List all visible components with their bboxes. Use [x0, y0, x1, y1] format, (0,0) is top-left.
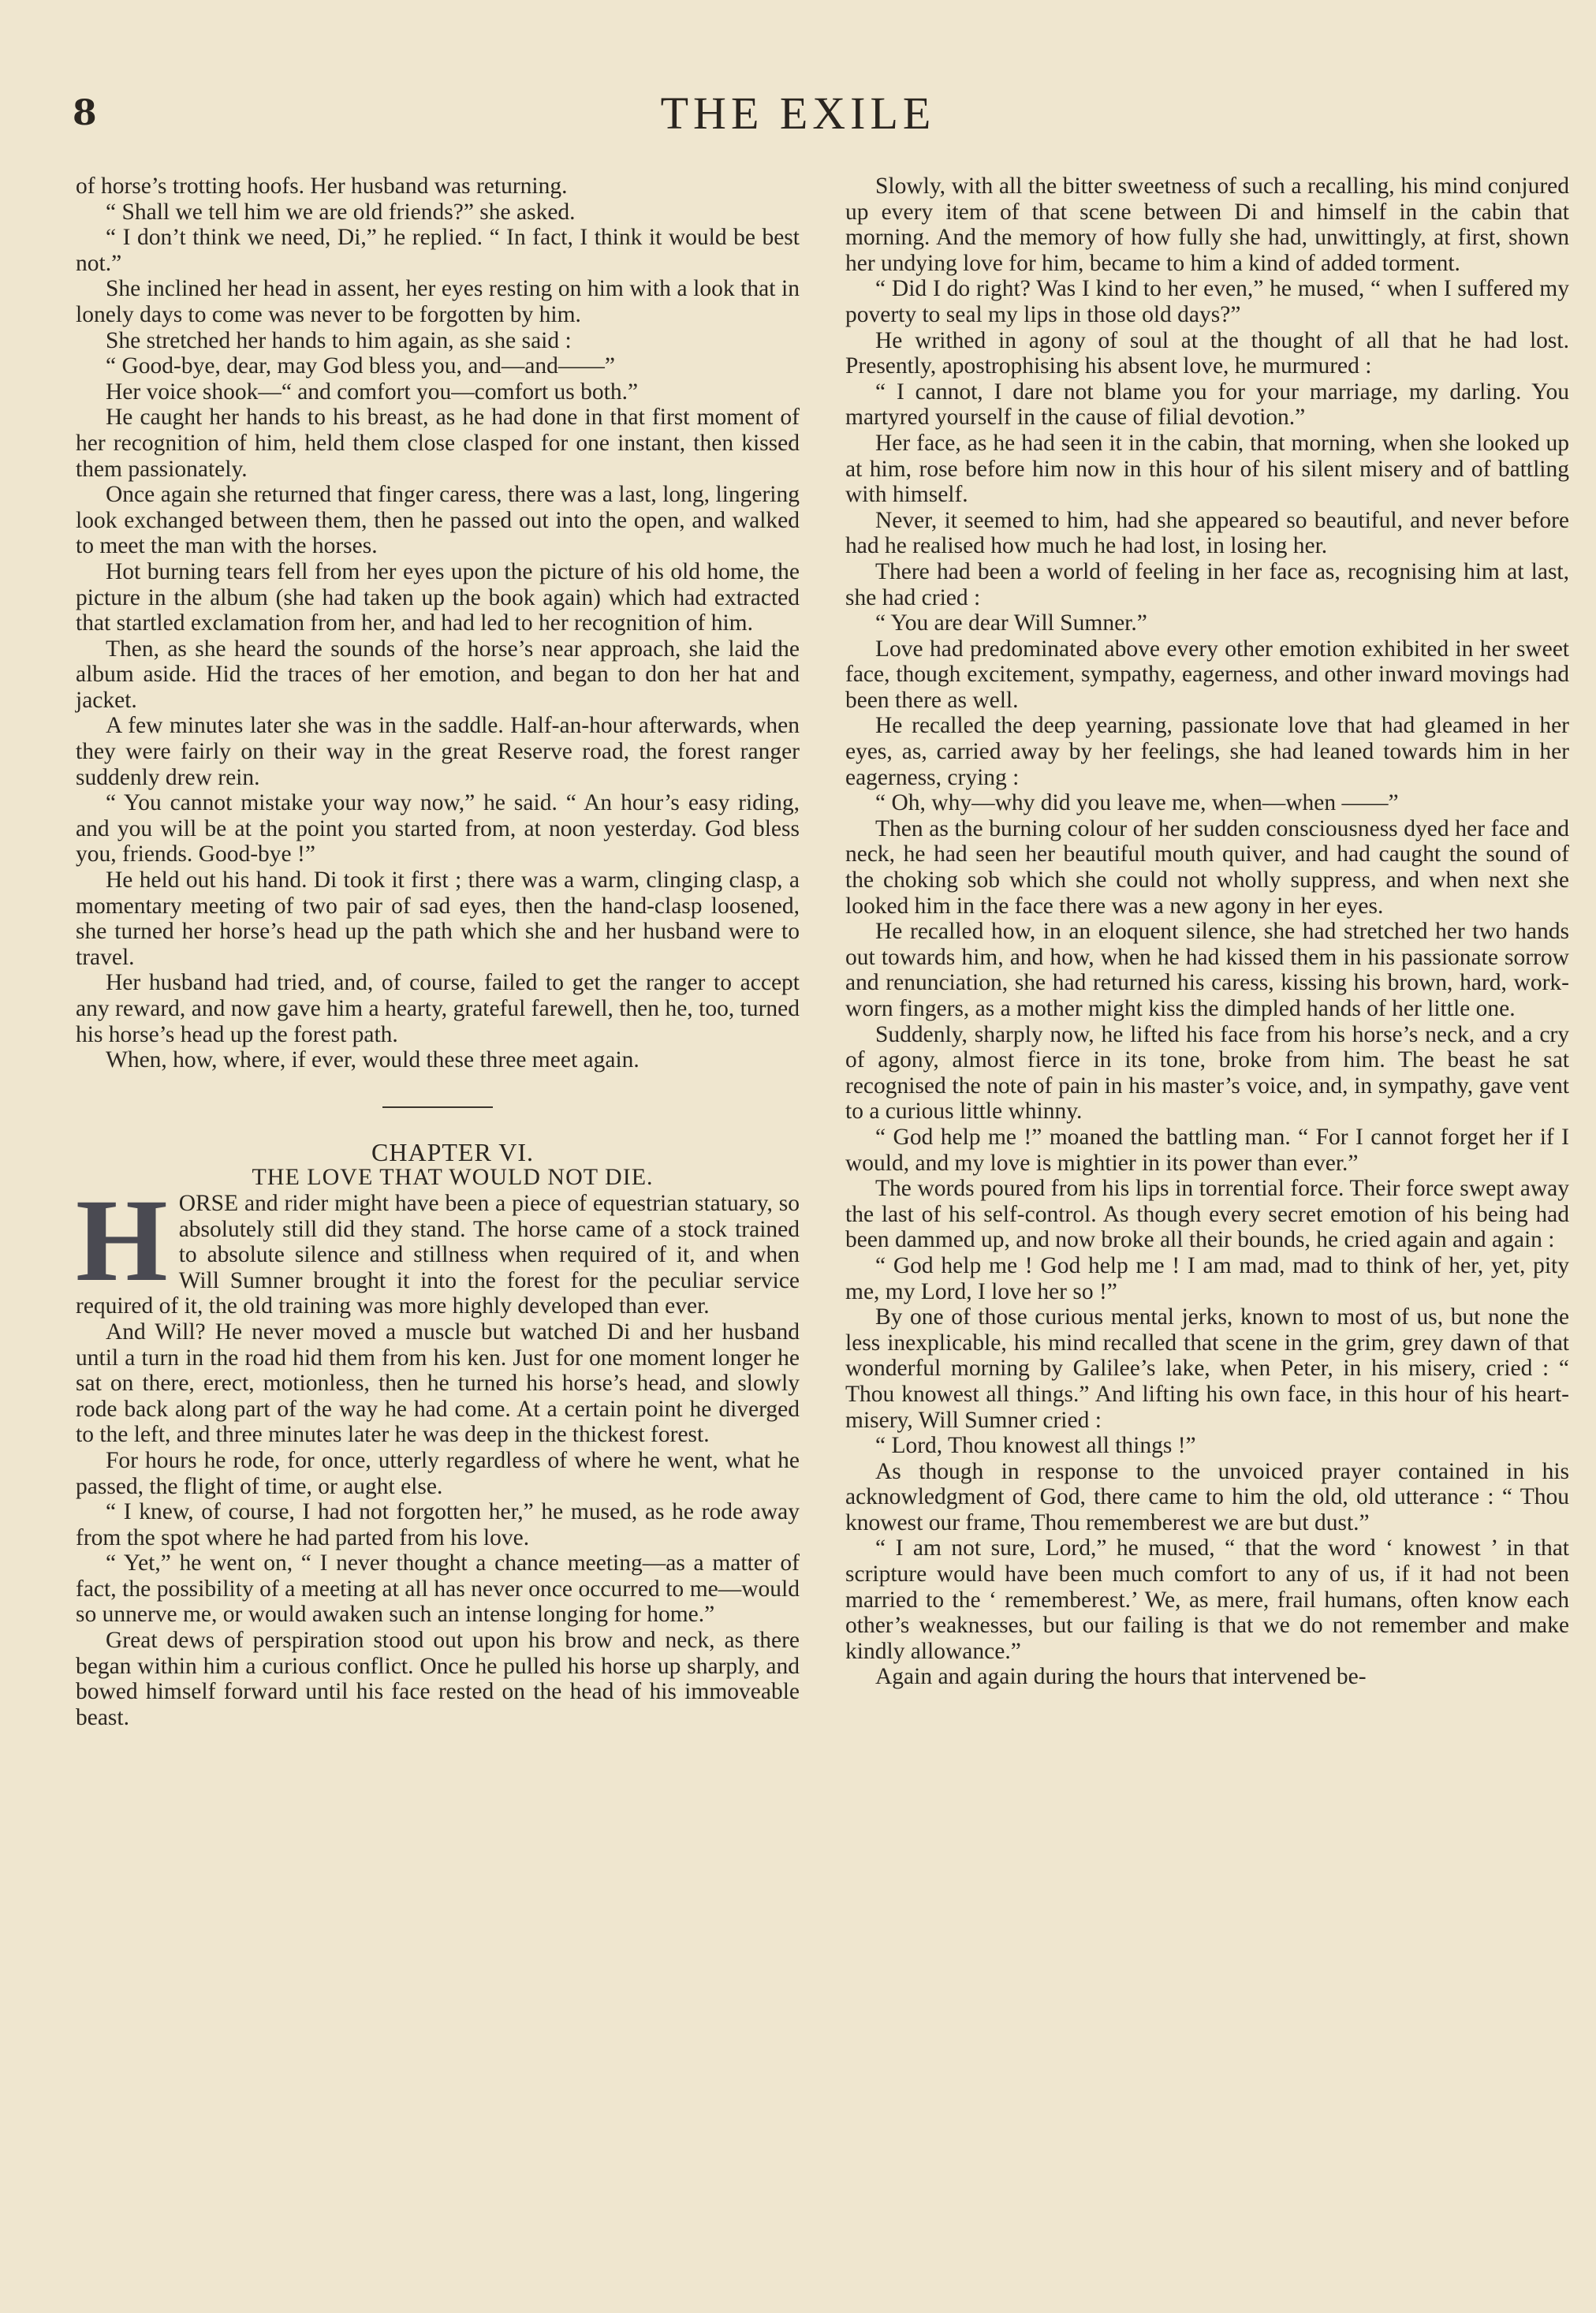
paragraph: As though in response to the unvoiced prayer contained in his acknowledgment of God, there came to him the old, old utterance : “ Thou knowest our frame, Thou rememberest we are but dust.” [845, 1458, 1569, 1535]
paragraph: He recalled the deep yearning, passionate love that had gleamed in her eyes, as, carried away by her feelings, she had leaned towards him in her eagerness, crying : [845, 713, 1569, 790]
paragraph: He recalled how, in an eloquent silence, she had stretched her two hands out towards him, and how, when he had kissed them in his passionate sorrow and renunciation, she had returned his caress, kissing his brown, hard, work-worn fingers, as a mother might kiss the dimpled hands of her little one. [845, 919, 1569, 1021]
paragraph: By one of those curious mental jerks, known to most of us, but none the less inexplicable, his mind recalled that scene in the grim, grey dawn of that wonderful morning by Galilee’s lake, when Peter, in his misery, cried : “ Thou knowest all things.” And lifting his own face, in this hour of his heart-misery, Will Sumner cried : [845, 1304, 1569, 1433]
paragraph: “ I cannot, I dare not blame you for your marriage, my darling. You martyred yourself in the cause of filial devotion.” [845, 379, 1569, 431]
paragraph: “ Shall we tell him we are old friends?” she asked. [106, 199, 576, 225]
paragraph: She stretched her hands to him again, as she said : [106, 327, 572, 353]
right-column [845, 173, 1569, 1690]
paragraph: And Will? He never moved a muscle but watched Di and her husband until a turn in the road hid them from his ken. Just for one moment longer he sat on there, erect, motionless, then he turned his horse’s head, and slowly rode back along part of the way he had come. At a certain point he diverged to the left, and three minutes later he was deep in the thickest forest. [76, 1319, 800, 1448]
paragraph: Slowly, with all the bitter sweetness of such a recalling, his mind conjured up every item of that scene between Di and himself in the cabin that morning. And the memory of how fully she had, unwittingly, at first, shown her undying love for him, became to him a kind of added torment. [845, 173, 1569, 276]
paragraph: “ You cannot mistake your way now,” he said. “ An hour’s easy riding, and you will be at the point you started from, at noon yesterday. God bless you, friends. Good-bye !” [76, 790, 800, 867]
paragraph: Her voice shook—“ and comfort you—comfort us both.” [106, 379, 639, 405]
dropcap-paragraph-text: ORSE and rider might have been a piece of equestrian statuary, so absolutely still did they stand. The horse came of a stock trained to absolute silence and stillness when required of it, and when Will Sumner brought it into the forest for the peculiar service required of it, the old training was more highly developed than ever. [76, 1190, 800, 1319]
paragraph: Her husband had tried, and, of course, failed to get the ranger to accept any reward, and now gave him a hearty, grateful farewell, then he, too, turned his horse’s head up the forest path. [76, 970, 800, 1047]
paragraph: Great dews of perspiration stood out upon his brow and neck, as there began within him a curious conflict. Once he pulled his horse up sharply, and bowed himself forward until his face rested on the head of his immoveable beast. [76, 1628, 800, 1730]
drop-cap-letter: H [76, 1174, 168, 1306]
paragraph: He held out his hand. Di took it first ; there was a warm, clinging clasp, a momentary meeting of two pair of sad eyes, then the hand-clasp loosened, she turned her horse’s head up the path which she and her husband were to travel. [76, 867, 800, 970]
paragraph: He writhed in agony of soul at the thought of all that he had lost. Presently, apostrophising his absent love, he murmured : [845, 327, 1569, 379]
paragraph: Again and again during the hours that intervened be- [875, 1664, 1367, 1690]
paragraph: “ Oh, why—why did you leave me, when—when ——” [875, 790, 1399, 816]
chapter-number: CHAPTER VI. [371, 1137, 534, 1166]
paragraph: When, how, where, if ever, would these three meet again. [106, 1047, 640, 1073]
paragraph: Then, as she heard the sounds of the horse’s near approach, she laid the album aside. Hid the traces of her emotion, and began to don her hat and jacket. [76, 636, 800, 713]
paragraph: He caught her hands to his breast, as he had done in that first moment of her recognition of him, held them close clasped for one instant, then kissed them passionately. [76, 405, 800, 482]
section-divider [382, 1106, 493, 1108]
paragraph: She inclined her head in assent, her eyes resting on him with a look that in lonely days to come was never to be forgotten by him. [76, 276, 800, 327]
paragraph: Her face, as he had seen it in the cabin, that morning, when she looked up at him, rose before him now in this hour of his silent misery and of battling with himself. [845, 430, 1569, 508]
paragraph: “ God help me !” moaned the battling man. “ For I cannot forget her if I would, and my love is mightier in its power than ever.” [845, 1124, 1569, 1176]
page-number: 8 [73, 93, 97, 133]
left-column [76, 173, 800, 1730]
paragraph: “ God help me ! God help me ! I am mad, mad to think of her, yet, pity me, my Lord, I love her so !” [845, 1252, 1569, 1304]
paragraph: The words poured from his lips in torrential force. Their force swept away the last of his self-control. As though every secret emotion of his being had been dammed up, and now broke all their bounds, he cried again and again : [845, 1176, 1569, 1253]
paragraph: “ I knew, of course, I had not forgotten her,” he mused, as he rode away from the spot where he had parted from his love. [76, 1499, 800, 1550]
paragraph: “ You are dear Will Sumner.” [875, 610, 1147, 636]
paragraph: Suddenly, sharply now, he lifted his face from his horse’s neck, and a cry of agony, almost fierce in its tone, broke from him. The beast he sat recognised the note of pain in his master’s voice, and, in sympathy, gave vent to a curious little whinny. [845, 1021, 1569, 1125]
running-title: THE EXILE [660, 88, 936, 139]
paragraph: A few minutes later she was in the saddle. Half-an-hour afterwards, when they were fairly on their way in the great Reserve road, the forest ranger suddenly drew rein. [76, 713, 800, 790]
paragraph: “ Good-bye, dear, may God bless you, and—and——” [106, 353, 616, 379]
chapter-title: THE LOVE THAT WOULD NOT DIE. [252, 1164, 654, 1191]
paragraph: “ I don’t think we need, Di,” he replied. “ In fact, I think it would be best not.” [76, 225, 800, 276]
paragraph: “ Did I do right? Was I kind to her even,” he mused, “ when I suffered my poverty to seal my lips in those old days?” [845, 276, 1569, 327]
paragraph: Hot burning tears fell from her eyes upon the picture of his old home, the picture in the album (she had taken up the book again) which had extracted that startled exclamation from her, and had led to her recognition of him. [76, 558, 800, 636]
paragraph: For hours he rode, for once, utterly regardless of where he went, what he passed, the flight of time, or aught else. [76, 1447, 800, 1499]
paragraph: Never, it seemed to him, had she appeared so beautiful, and never before had he realised how much he had lost, in losing her. [845, 507, 1569, 559]
paragraph: There had been a world of feeling in her face as, recognising him at last, she had cried : [845, 558, 1569, 610]
paragraph: “ Yet,” he went on, “ I never thought a chance meeting—as a matter of fact, the possibility of a meeting at all has never once occurred to me—would so unnerve me, or would awaken such an intense longing for home.” [76, 1550, 800, 1628]
paragraph: Once again she returned that finger caress, there was a last, long, lingering look exchanged between them, then he passed out into the open, and walked to meet the man with the horses. [76, 482, 800, 559]
paragraph: Love had predominated above every other emotion exhibited in her sweet face, though excitement, sympathy, eagerness, and other inward movings had been there as well. [845, 636, 1569, 713]
paragraph: of horse’s trotting hoofs. Her husband was returning. [76, 173, 568, 199]
paragraph: “ I am not sure, Lord,” he mused, “ that the word ‘ knowest ’ in that scripture would have been much comfort to any of us, if it had not been married to the ‘ rememberest.’ We, as mere, frail humans, often know each other’s weaknesses, but our failing is that we do not remember and make kindly allowance.” [845, 1535, 1569, 1664]
paragraph: “ Lord, Thou knowest all things !” [875, 1433, 1196, 1459]
paragraph: Then as the burning colour of her sudden consciousness dyed her face and neck, he had seen her beautiful mouth quiver, and had caught the sound of the choking sob which she could not wholly suppress, and when next she looked him in the face there was a new agony in her eyes. [845, 815, 1569, 919]
